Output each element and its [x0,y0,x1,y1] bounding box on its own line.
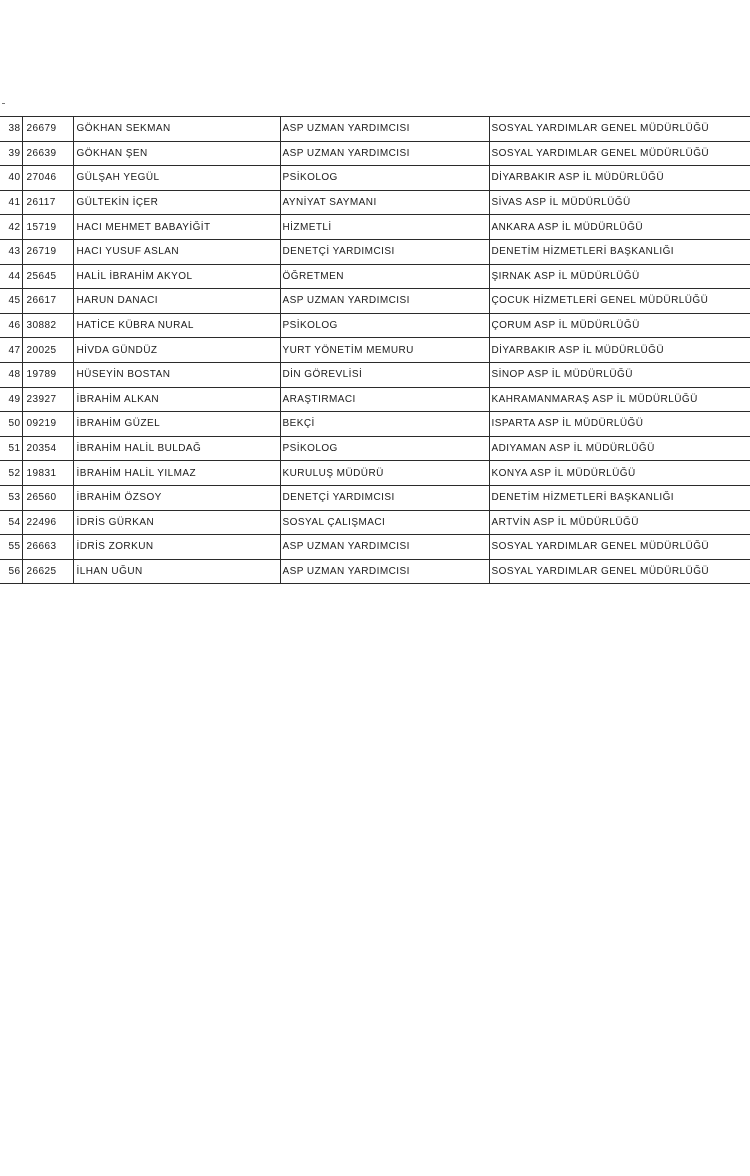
registry-number: 27046 [22,166,73,191]
full-name: HARUN DANACI [73,289,280,314]
row-number: 46 [0,313,22,338]
registry-number: 19831 [22,461,73,486]
row-number: 38 [0,117,22,142]
full-name: GÜLTEKİN İÇER [73,190,280,215]
personnel-table-body [0,117,750,584]
department: SOSYAL YARDIMLAR GENEL MÜDÜRLÜĞÜ [489,535,750,560]
full-name: HÜSEYİN BOSTAN [73,362,280,387]
row-number: 43 [0,239,22,264]
department: ÇOCUK HİZMETLERİ GENEL MÜDÜRLÜĞÜ [489,289,750,314]
job-title: PSİKOLOG [280,436,489,461]
row-number: 52 [0,461,22,486]
department: SİNOP ASP İL MÜDÜRLÜĞÜ [489,362,750,387]
registry-number: 26663 [22,535,73,560]
registry-number: 20354 [22,436,73,461]
table-row [0,559,750,584]
job-title: ASP UZMAN YARDIMCISI [280,559,489,584]
table-row [0,215,750,240]
table-row [0,535,750,560]
table-row [0,289,750,314]
job-title: KURULUŞ MÜDÜRÜ [280,461,489,486]
department: ŞIRNAK ASP İL MÜDÜRLÜĞÜ [489,264,750,289]
full-name: İBRAHİM GÜZEL [73,412,280,437]
full-name: HACI MEHMET BABAYİĞİT [73,215,280,240]
job-title: SOSYAL ÇALIŞMACI [280,510,489,535]
full-name: HALİL İBRAHİM AKYOL [73,264,280,289]
full-name: İDRİS GÜRKAN [73,510,280,535]
department: SOSYAL YARDIMLAR GENEL MÜDÜRLÜĞÜ [489,117,750,142]
full-name: GÖKHAN SEKMAN [73,117,280,142]
table-row [0,264,750,289]
registry-number: 20025 [22,338,73,363]
row-number: 56 [0,559,22,584]
row-number: 50 [0,412,22,437]
job-title: ASP UZMAN YARDIMCISI [280,141,489,166]
row-number: 44 [0,264,22,289]
department: ANKARA ASP İL MÜDÜRLÜĞÜ [489,215,750,240]
job-title: ASP UZMAN YARDIMCISI [280,289,489,314]
row-number: 41 [0,190,22,215]
row-number: 48 [0,362,22,387]
registry-number: 22496 [22,510,73,535]
table-row [0,436,750,461]
job-title: PSİKOLOG [280,313,489,338]
department: ÇORUM ASP İL MÜDÜRLÜĞÜ [489,313,750,338]
department: KAHRAMANMARAŞ ASP İL MÜDÜRLÜĞÜ [489,387,750,412]
full-name: İBRAHİM HALİL BULDAĞ [73,436,280,461]
table-row [0,461,750,486]
table-row [0,313,750,338]
department: SİVAS ASP İL MÜDÜRLÜĞÜ [489,190,750,215]
registry-number: 26679 [22,117,73,142]
full-name: HATİCE KÜBRA NURAL [73,313,280,338]
department: DİYARBAKIR ASP İL MÜDÜRLÜĞÜ [489,166,750,191]
department: SOSYAL YARDIMLAR GENEL MÜDÜRLÜĞÜ [489,141,750,166]
registry-number: 26625 [22,559,73,584]
row-number: 45 [0,289,22,314]
table-row [0,190,750,215]
row-number: 42 [0,215,22,240]
personnel-table [0,116,750,584]
job-title: HİZMETLİ [280,215,489,240]
full-name: İBRAHİM ÖZSOY [73,485,280,510]
department: ADIYAMAN ASP İL MÜDÜRLÜĞÜ [489,436,750,461]
full-name: İBRAHİM ALKAN [73,387,280,412]
table-row [0,239,750,264]
job-title: ARAŞTIRMACI [280,387,489,412]
department: ARTVİN ASP İL MÜDÜRLÜĞÜ [489,510,750,535]
row-number: 47 [0,338,22,363]
registry-number: 26639 [22,141,73,166]
job-title: AYNİYAT SAYMANI [280,190,489,215]
full-name: İDRİS ZORKUN [73,535,280,560]
row-number: 40 [0,166,22,191]
scan-speck [2,103,5,104]
registry-number: 23927 [22,387,73,412]
registry-number: 26117 [22,190,73,215]
row-number: 54 [0,510,22,535]
registry-number: 26719 [22,239,73,264]
table-row [0,412,750,437]
job-title: PSİKOLOG [280,166,489,191]
job-title: ASP UZMAN YARDIMCISI [280,535,489,560]
department: KONYA ASP İL MÜDÜRLÜĞÜ [489,461,750,486]
full-name: İLHAN UĞUN [73,559,280,584]
table-row [0,166,750,191]
row-number: 39 [0,141,22,166]
registry-number: 26617 [22,289,73,314]
full-name: GÖKHAN ŞEN [73,141,280,166]
department: SOSYAL YARDIMLAR GENEL MÜDÜRLÜĞÜ [489,559,750,584]
department: DENETİM HİZMETLERİ BAŞKANLIĞI [489,239,750,264]
registry-number: 15719 [22,215,73,240]
table-row [0,362,750,387]
department: ISPARTA ASP İL MÜDÜRLÜĞÜ [489,412,750,437]
row-number: 55 [0,535,22,560]
full-name: HİVDA GÜNDÜZ [73,338,280,363]
registry-number: 25645 [22,264,73,289]
table-row [0,338,750,363]
department: DİYARBAKIR ASP İL MÜDÜRLÜĞÜ [489,338,750,363]
registry-number: 30882 [22,313,73,338]
full-name: GÜLŞAH YEGÜL [73,166,280,191]
job-title: DİN GÖREVLİSİ [280,362,489,387]
department: DENETİM HİZMETLERİ BAŞKANLIĞI [489,485,750,510]
registry-number: 09219 [22,412,73,437]
table-row [0,387,750,412]
table-row [0,510,750,535]
registry-number: 26560 [22,485,73,510]
job-title: ASP UZMAN YARDIMCISI [280,117,489,142]
job-title: DENETÇİ YARDIMCISI [280,485,489,510]
job-title: BEKÇİ [280,412,489,437]
full-name: HACI YUSUF ASLAN [73,239,280,264]
registry-number: 19789 [22,362,73,387]
job-title: YURT YÖNETİM MEMURU [280,338,489,363]
row-number: 53 [0,485,22,510]
table-row [0,141,750,166]
row-number: 49 [0,387,22,412]
table-row [0,117,750,142]
table-row [0,485,750,510]
job-title: ÖĞRETMEN [280,264,489,289]
full-name: İBRAHİM HALİL YILMAZ [73,461,280,486]
job-title: DENETÇİ YARDIMCISI [280,239,489,264]
row-number: 51 [0,436,22,461]
